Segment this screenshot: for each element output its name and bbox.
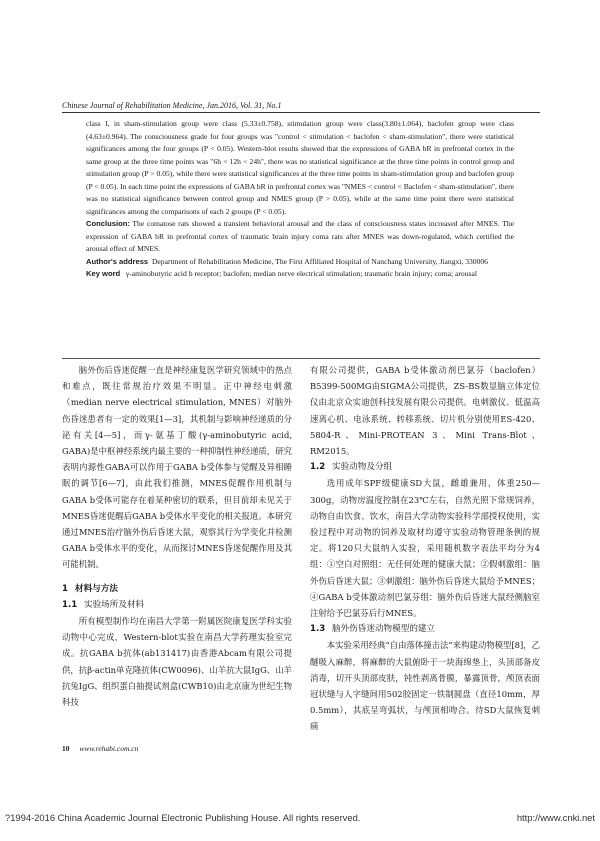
subsection-number: 1.1 [62, 599, 78, 610]
keyword-label: Key word [86, 269, 121, 278]
abstract-results: class I, in sham-stimulation group were class (5.33±0.758), stimulation group were class(3.80±1.064), baclofen group were class (4.63±0.964). The consciousness grade for four groups was "control < stimulation < baclofen < sham-stimulation", there were statistical significances among the four groups (P < 0.05). Western-blot results showed that the expressions of GABA bR in prefrontal cortex in the same group at the three time points was "6h < 12h < 24h", there was no statistical significance at the three time points in control group and stimulation group (P > 0.05), while there were statistical significances at the three time points in sham-stimulation group and baclofen group (P < 0.05). In each time point the expressions of GABA bR in prefrontal cortex was "NMES < control < Baclofen < sham-stimulation", there was no statistical significance between control group and NMES group (P > 0.05), while at the same time point there were statistical significances among the comparisons of each 2 groups (P < 0.05). [86, 119, 514, 216]
address-text: Department of Rehabilitation Medicine, The First Affiliated Hospital of Nanchang University, Jiangxi, 330006 [151, 256, 488, 266]
subsection-title: 脑外伤昏迷动物模型的建立 [331, 624, 436, 635]
copyright-bar [0, 812, 600, 823]
copyright-notice: ?1994-2016 China Academic Journal Electronic Publishing House. All rights reserved. [5, 812, 361, 823]
address-label: Author's address [86, 256, 149, 266]
journal-header: Chinese Journal of Rehabilitation Medicine, Jan.2016, Vol. 31, No.1 [62, 101, 282, 110]
subsection-heading-model [310, 621, 540, 637]
model-paragraph: 本实验采用经典“自由落体撞击法”来构建动物模型[8]，乙醚吸入麻醉，将麻醉的大鼠俯卧于一块海绵垫上，头顶部备皮消毒，切开头顶部皮肤，钝性剥离骨膜，暴露顶骨，颅顶表面冠状缝与人字缝间用502胶固定一铁制圆盘（直径10mm，厚0.5mm），其底呈弯弧状，与颅顶相吻合。待SD大鼠恢复刺痛 [310, 640, 540, 732]
subsection-title: 实验动物及分组 [331, 462, 393, 473]
cnki-link[interactable]: http://www.cnki.net [516, 812, 595, 823]
section-number: 1 [62, 583, 68, 594]
subsection-number: 1.3 [310, 624, 326, 635]
right-column [310, 362, 540, 735]
english-abstract [86, 118, 514, 281]
page-footer [62, 744, 138, 753]
journal-website: www.rehabi.com.cn [79, 744, 139, 753]
conclusion-label: Conclusion: [86, 219, 130, 228]
subsection-heading-animals [310, 459, 540, 475]
section-heading-methods [62, 581, 292, 597]
conclusion-text: The comatose rats showed a transient behavioral arousal and the class of consciousness states increased after MNES. The expression of GABA bR in prefrontal cortex of traumatic brain injury coma rats after MNES was down-regulated, which certified the arousal effect of MNES. [86, 219, 514, 253]
abstract-divider [62, 358, 540, 359]
abstract-conclusion [86, 218, 514, 256]
intro-paragraph: 脑外伤后昏迷促醒一直是神经康复医学研究领域中的热点和难点，既往常规治疗效果不明显。正中神经电刺激（median nerve electrical stimulation, MNES）对脑外伤昏迷患者有一定的效果[1—3]，其机制与影响神经递质的分泌有关[4—5]，而γ-氨基丁酸(γ-aminobutyric acid, GABA)是中枢神经系统内最主要的一种抑制性神经递质，研究表明内源性GABA可以作用于GABA b受体参与觉醒及异相睡眠的调节[6—7]，由此我们推测，MNES促醒作用机制与GABA b受体可能存在着某种密切的联系，但目前却未见关于MNES昏迷促醒后GABA b受体水平变化的相关报道。本研究通过MNES治疗脑外伤后昏迷大鼠，观察其行为学变化并检测GABA b受体水平的变化，从而探讨MNES昏迷促醒作用及其可能机制。 [62, 365, 292, 570]
page-number: 10 [62, 744, 70, 753]
subsection-number: 1.2 [310, 462, 326, 473]
materials-paragraph: 所有模型制作均在南昌大学第一附属医院康复医学科实验动物中心完成，Western-blot实验在南昌大学药理实验室完成。抗GABA b抗体(ab131417)由香港Abcam有限公司提供，抗β-actin单克隆抗体(CW0096)、山羊抗大鼠IgG、山羊抗兔IgG、组织蛋白抽提试剂盒(CWB10)由北京康为世纪生物科技 [62, 616, 292, 708]
subsection-heading-materials [62, 597, 292, 613]
left-column [62, 362, 292, 710]
keywords [86, 268, 514, 281]
section-title: 材料与方法 [74, 583, 118, 594]
subsection-title: 实验场所及材料 [83, 599, 145, 610]
author-address [86, 256, 514, 269]
keyword-text: γ-aminobutyric acid b receptor; baclofen; median nerve electrical stimulation; traumatic brain injury; coma; arousal [125, 269, 477, 278]
header-divider [62, 112, 540, 113]
materials-continued: 有限公司提供，GABA b受体激动剂巴氯芬（baclofen）B5399-500MG由SIGMA公司提供，ZS-BS数显脑立体定位仪由北京众实迪创科技发展有限公司提供。电刺激仪、低温高速离心机、电泳系统、转移系统、切片机分别使用ES-420、5804-R、Mini-PROTEAN 3、Mini Trans-Blot、RM2015。 [310, 365, 540, 457]
animals-paragraph: 选用成年SPF级健康SD大鼠，雌雄兼用，体重250—300g，动物房温度控制在23℃左右，自然光照下常规饲养，动物自由饮食、饮水，南昌大学动物实验科学部授权使用，实验过程中对动物的饲养及取材均遵守实验动物管理条例的规定。将120只大鼠纳入实验，采用随机数字表法平均分为4组：①空白对照组：无任何处理的健康大鼠；②假刺激组：脑外伤后昏迷大鼠；③刺激组：脑外伤后昏迷大鼠给予MNES；④GABA b受体激动剂巴氯芬组：脑外伤后昏迷大鼠经侧脑室注射给予巴氯芬后行MNES。 [310, 478, 540, 619]
